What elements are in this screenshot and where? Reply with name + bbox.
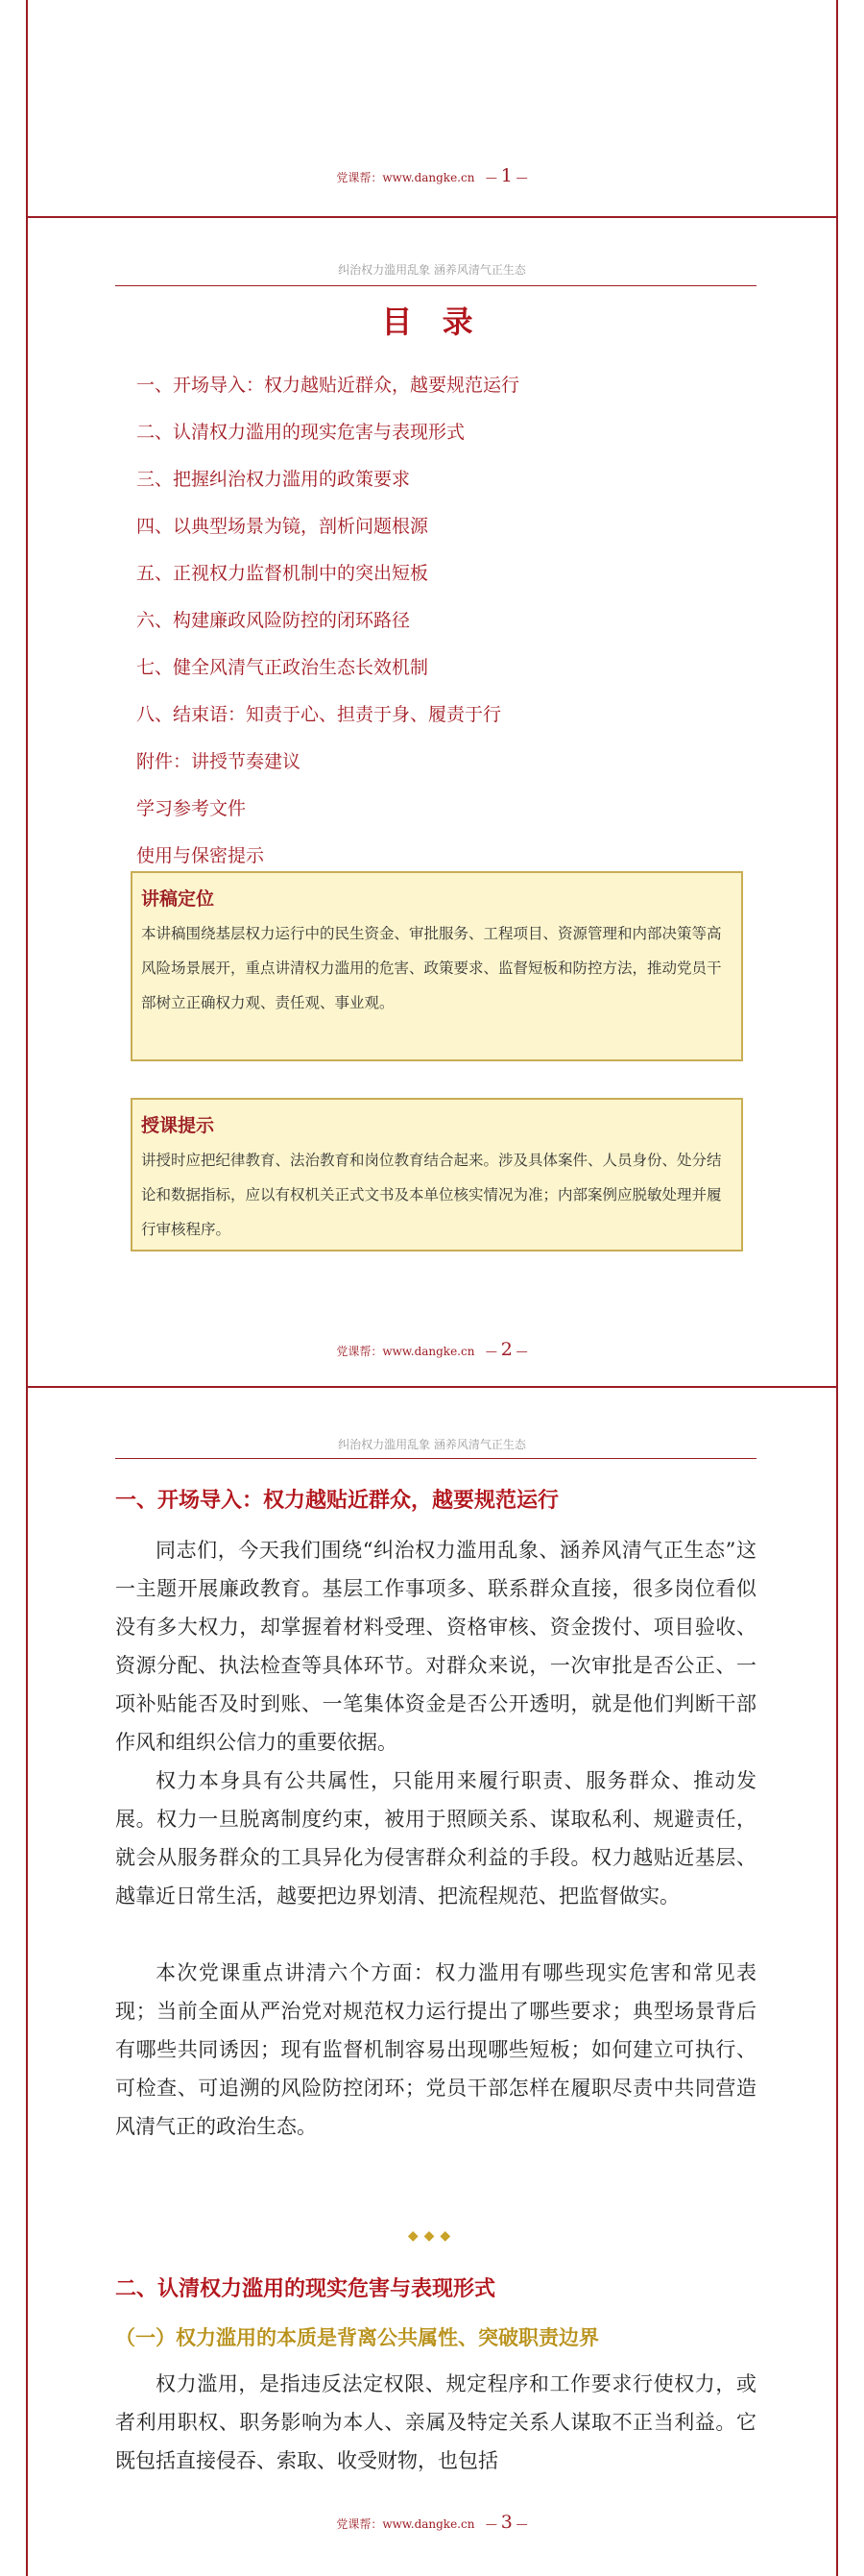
callout-body: 讲授时应把纪律教育、法治教育和岗位教育结合起来。涉及具体案件、人员身份、处分结论和数据指标，应以有权机关正式文书及本单位核实情况为准；内部案例应脱敏处理并履行审核程序。 [141,1152,722,1238]
page-footer: 党课帮：www.dangke.cn — 2 — [336,1339,528,1360]
toc-item[interactable]: 一、开场导入：权力越贴近群众，越要规范运行 [136,375,520,396]
section-title: 一、开场导入：权力越贴近群众，越要规范运行 [115,1489,560,1513]
body-paragraph: 本次党课重点讲清六个方面：权力滥用有哪些现实危害和常见表现；当前全面从严治党对规范权力运行提出了哪些要求；典型场景背后有哪些共同诱因；现有监督机制容易出现哪些短板；如何建立可执行、可检查、可追溯的风险防控闭环；党员干部怎样在履职尽责中共同营造风清气正的政治生态。 [115,1961,756,2138]
section-title: 二、认清权力滥用的现实危害与表现形式 [115,2277,496,2301]
toc-item[interactable]: 七、健全风清气正政治生态长效机制 [136,657,429,678]
toc-item[interactable]: 三、把握纠治权力滥用的政策要求 [136,469,411,490]
section-divider: ◆◆◆ [407,2228,457,2244]
body-paragraph: 权力本身具有公共属性，只能用来履行职责、服务群众、推动发展。权力一旦脱离制度约束，被用于照顾关系、谋取私利、规避责任，就会从服务群众的工具异化为侵害群众利益的手段。权力越贴近基层、越靠近日常生活，越要把边界划清、把流程规范、把监督做实。 [115,1769,756,1908]
body-paragraph: 权力滥用，是指违反法定权限、规定程序和工作要求行使权力，或者利用职权、职务影响为本人、亲属及特定关系人谋取不正当利益。它既包括直接侵吞、索取、收受财物，也包括 [115,2372,756,2472]
toc-item[interactable]: 使用与保密提示 [136,845,265,866]
toc-item[interactable]: 五、正视权力监督机制中的突出短板 [136,563,429,584]
subsection-title: （一）权力滥用的本质是背离公共属性、突破职责边界 [115,2326,599,2349]
toc-item[interactable]: 学习参考文件 [136,798,247,819]
header-rule [115,1458,756,1459]
toc-item[interactable]: 六、构建廉政风险防控的闭环路径 [136,610,411,631]
positioning-callout [131,871,743,1061]
callout-title: 授课提示 [141,1115,215,1136]
teaching-tip-callout [131,1098,743,1252]
footer-site: 党课帮：www.dangke.cn [336,171,475,184]
running-head: 纠治权力滥用乱象 涵养风清气正生态 [338,1438,526,1451]
header-rule [115,285,756,286]
page-footer: 党课帮：www.dangke.cn — 1 — [336,165,528,186]
footer-site: 党课帮：www.dangke.cn [336,2517,475,2531]
toc-item[interactable]: 附件：讲授节奏建议 [136,751,301,772]
toc-title: 目 录 [381,304,483,340]
page-number: 1 [500,165,513,186]
page-footer: 党课帮：www.dangke.cn — 3 — [336,2512,528,2533]
callout-body: 本讲稿围绕基层权力运行中的民生资金、审批服务、工程项目、资源管理和内部决策等高风险场景展开，重点讲清权力滥用的危害、政策要求、监督短板和防控方法，推动党员干部树立正确权力观、责任观、事业观。 [141,925,722,1011]
footer-site: 党课帮：www.dangke.cn [336,1345,475,1358]
toc-item[interactable]: 八、结束语：知责于心、担责于身、履责于行 [136,704,502,725]
callout-title: 讲稿定位 [141,888,215,910]
page-number: 2 [500,1339,513,1360]
body-paragraph: 同志们，今天我们围绕“纠治权力滥用乱象、涵养风清气正生态”这一主题开展廉政教育。基层工作事项多、联系群众直接，很多岗位看似没有多大权力，却掌握着材料受理、资格审核、资金拨付、项目验收、资源分配、执法检查等具体环节。对群众来说，一次审批是否公正、一项补贴能否及时到账、一笔集体资金是否公开透明，就是他们判断干部作风和组织公信力的重要依据。 [115,1539,756,1754]
toc-item[interactable]: 二、认清权力滥用的现实危害与表现形式 [136,422,466,443]
toc-item[interactable]: 四、以典型场景为镜，剖析问题根源 [136,516,429,537]
page-number: 3 [500,2512,513,2533]
running-head: 纠治权力滥用乱象 涵养风清气正生态 [338,263,526,277]
